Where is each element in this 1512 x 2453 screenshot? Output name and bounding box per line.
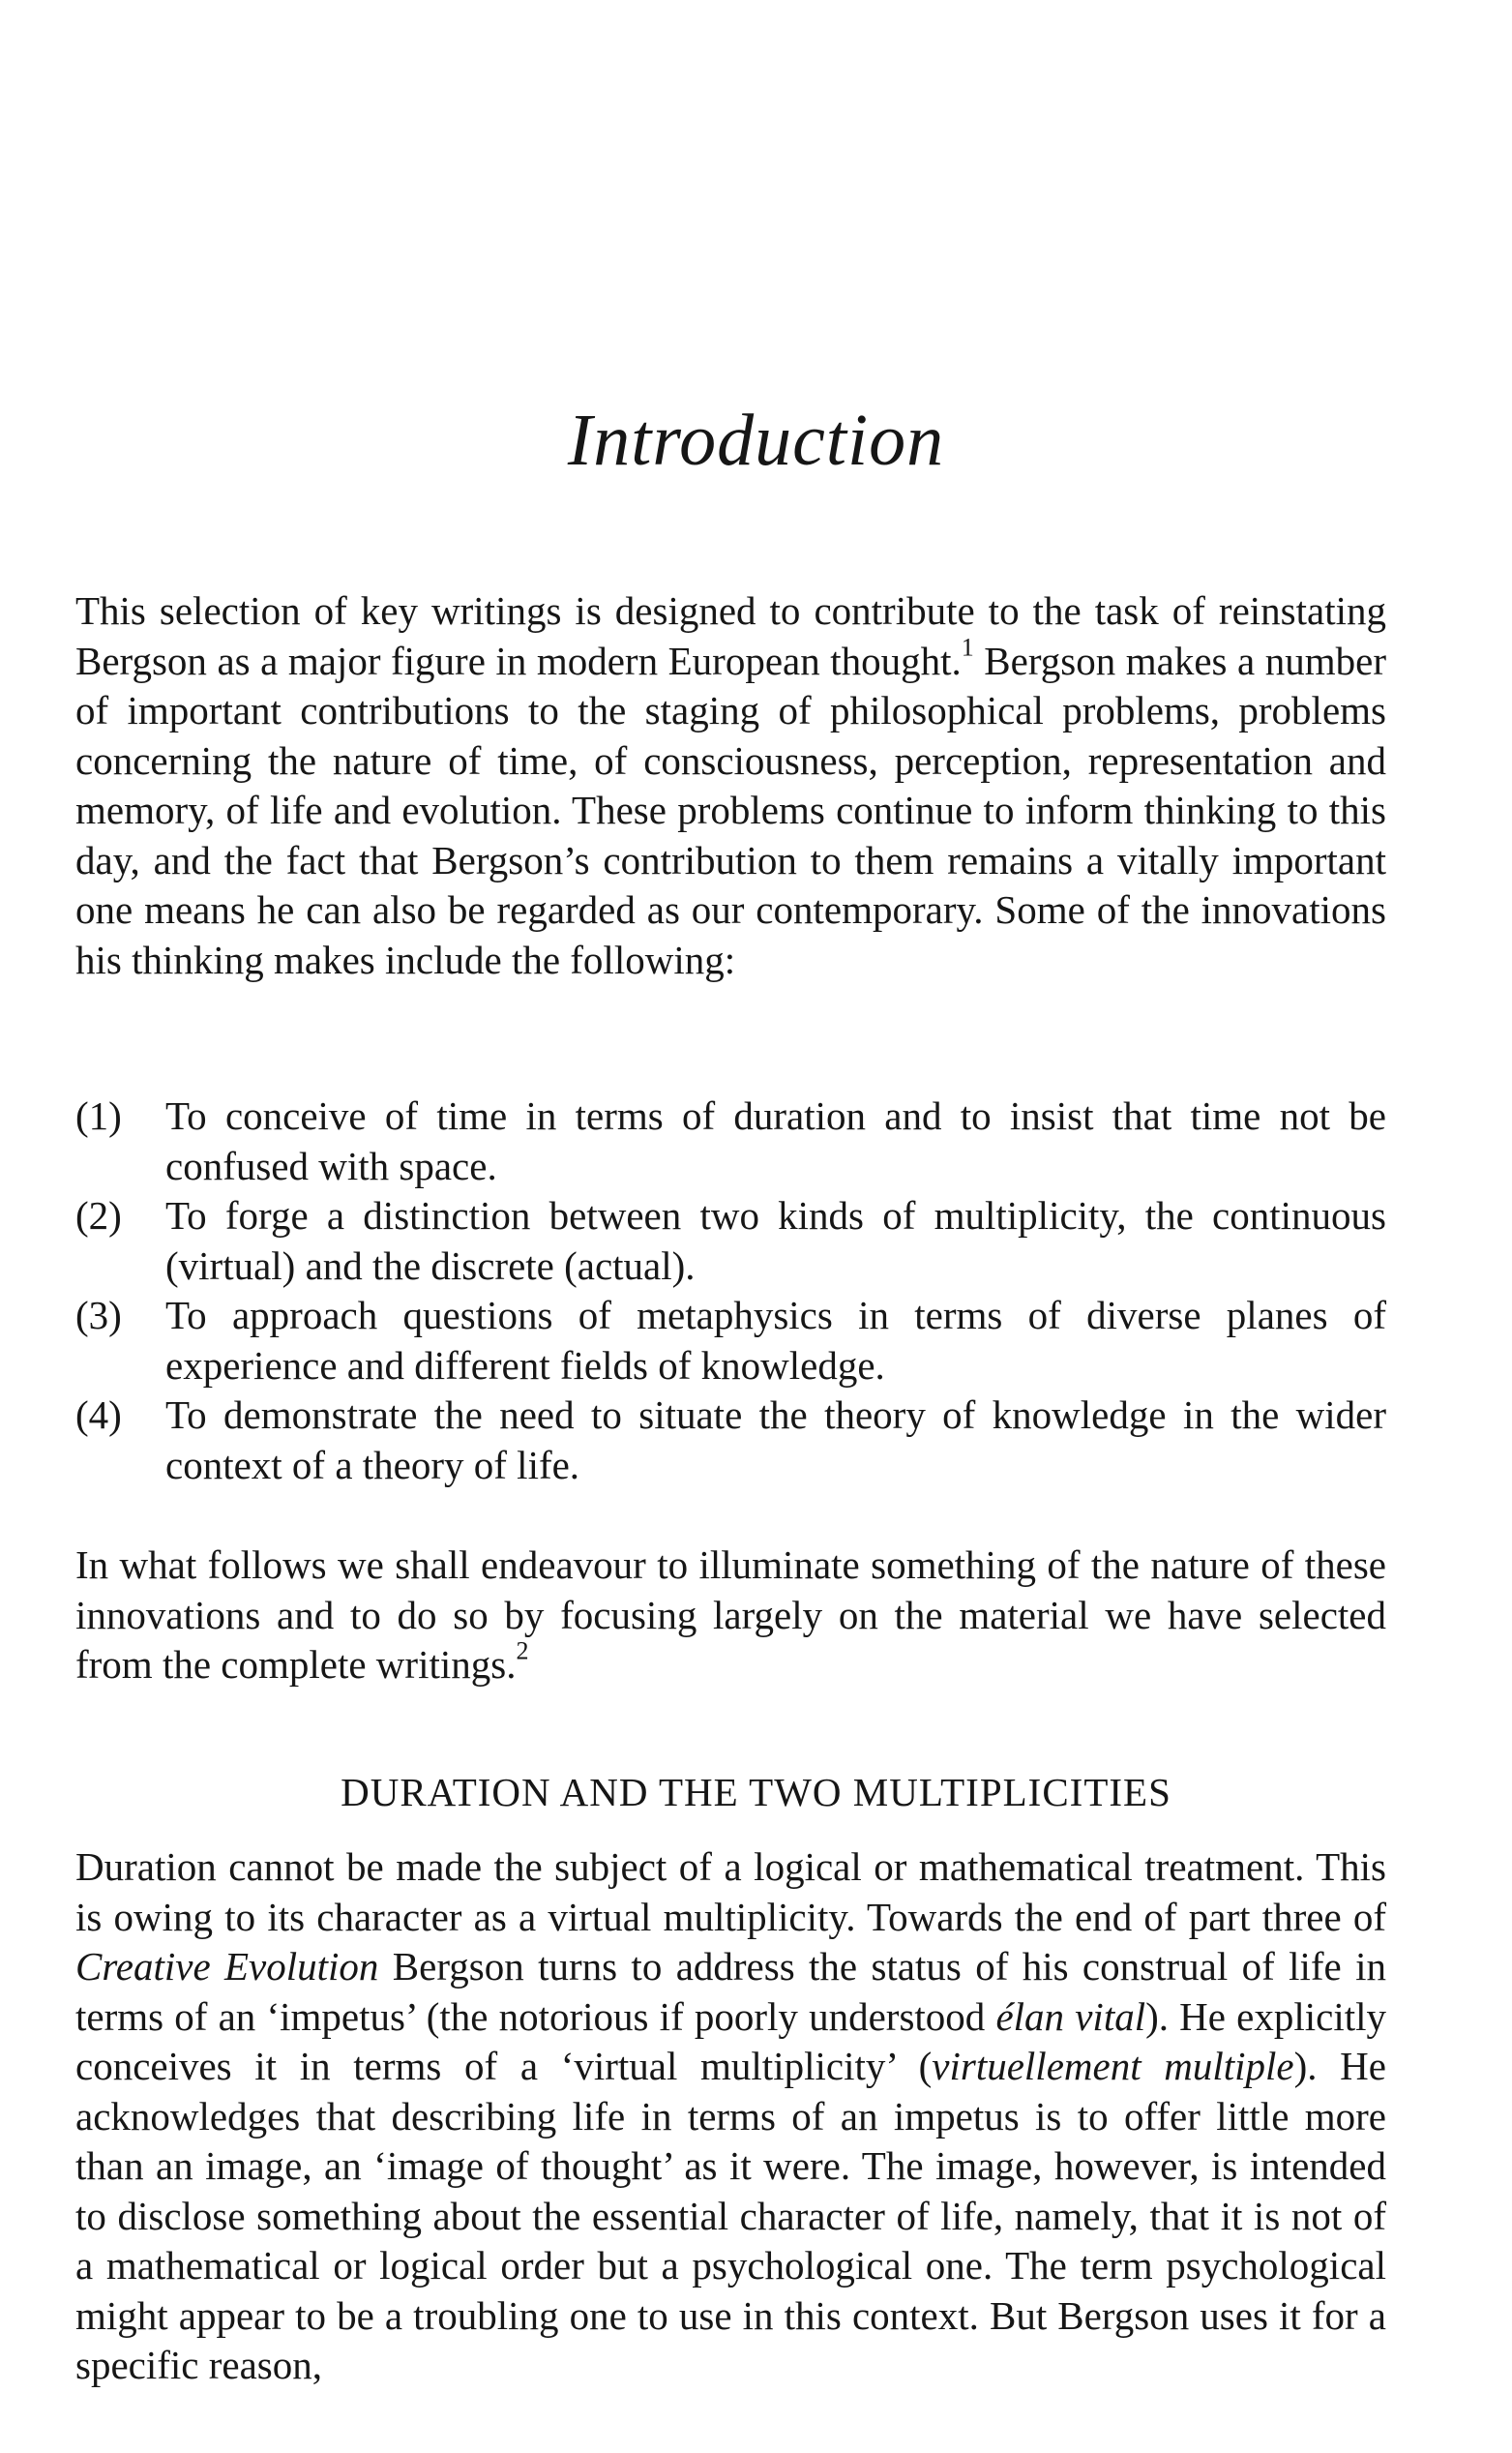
section-heading: DURATION AND THE TWO MULTIPLICITIES: [341, 1770, 1171, 1814]
innovations-list: [75, 1092, 1386, 1490]
list-item-number: (2): [75, 1193, 122, 1238]
list-item: [75, 1191, 1386, 1291]
list-item-text: To forge a distinction between two kinds of multiplicity, the continuous (virtual) and the discrete (actual).: [165, 1193, 1386, 1288]
follow-paragraph-text: In what follows we shall endeavour to illuminate something of the nature of these innovations and to do so by focusing largely on the material we have selected from the complete writings.: [75, 1542, 1386, 1687]
intro-paragraph-text-continued: Bergson makes a number of important contributions to the staging of philosophical problems, problems concerning the nature of time, of consciousness, perception, representation and memory, of life and evolution. These problems continue to inform thinking to this day, and the fact that Bergson’s contribution to them remains a vitally important one means he can also be regarded as our contemporary. Some of the innovations his thinking makes include the following:: [75, 638, 1386, 982]
list-item: [75, 1092, 1386, 1191]
list-item-text: To conceive of time in terms of duration and to insist that time not be confused with space.: [165, 1093, 1386, 1188]
duration-text-4: ). He acknowledges that describing life in terms of an impetus is to offer little more than an image, an ‘image of thought’ as it were. The image, however, is intended to disclose something about the essential character of life, namely, that it is not of a mathematical or logical order but a psychological one. The term psychological might appear to be a troubling one to use in this context. But Bergson uses it for a specific reason,: [75, 2044, 1386, 2387]
list-item-number: (3): [75, 1293, 122, 1337]
duration-paragraph: [75, 1842, 1386, 2391]
footnote-marker-1: 1: [961, 633, 974, 661]
list-item-text: To demonstrate the need to situate the theory of knowledge in the wider context of a theory of life.: [165, 1392, 1386, 1487]
list-item-text: To approach questions of metaphysics in terms of diverse planes of experience and different fields of knowledge.: [165, 1293, 1386, 1388]
follow-paragraph: [75, 1541, 1386, 1690]
intro-paragraph-text: This selection of key writings is designed to contribute to the task of reinstating Bergson as a major figure in modern European thought.: [75, 588, 1386, 683]
list-item: [75, 1391, 1386, 1490]
list-item-number: (4): [75, 1392, 122, 1437]
duration-text-3: ). He explicitly conceives it in terms of a ‘virtual multiplicity’ (: [75, 1993, 1387, 2088]
term-virtuellement-multiple: virtuellement multiple: [932, 2044, 1294, 2088]
chapter-title: Introduction: [567, 400, 945, 481]
footnote-marker-2: 2: [516, 1636, 529, 1665]
duration-text-2: Bergson turns to address the status of his construal of life in terms of an ‘impetus’ (the notorious if poorly understood: [75, 1944, 1386, 2039]
book-title-creative-evolution: Creative Evolution: [75, 1944, 379, 1989]
list-item: [75, 1291, 1386, 1391]
list-item-number: (1): [75, 1093, 122, 1138]
term-elan-vital: élan vital: [995, 1993, 1146, 2039]
duration-text-1: Duration cannot be made the subject of a logical or mathematical treatment. This is owing to its character as a virtual multiplicity. Towards the end of part three of: [75, 1844, 1386, 1939]
intro-paragraph: [75, 586, 1386, 985]
